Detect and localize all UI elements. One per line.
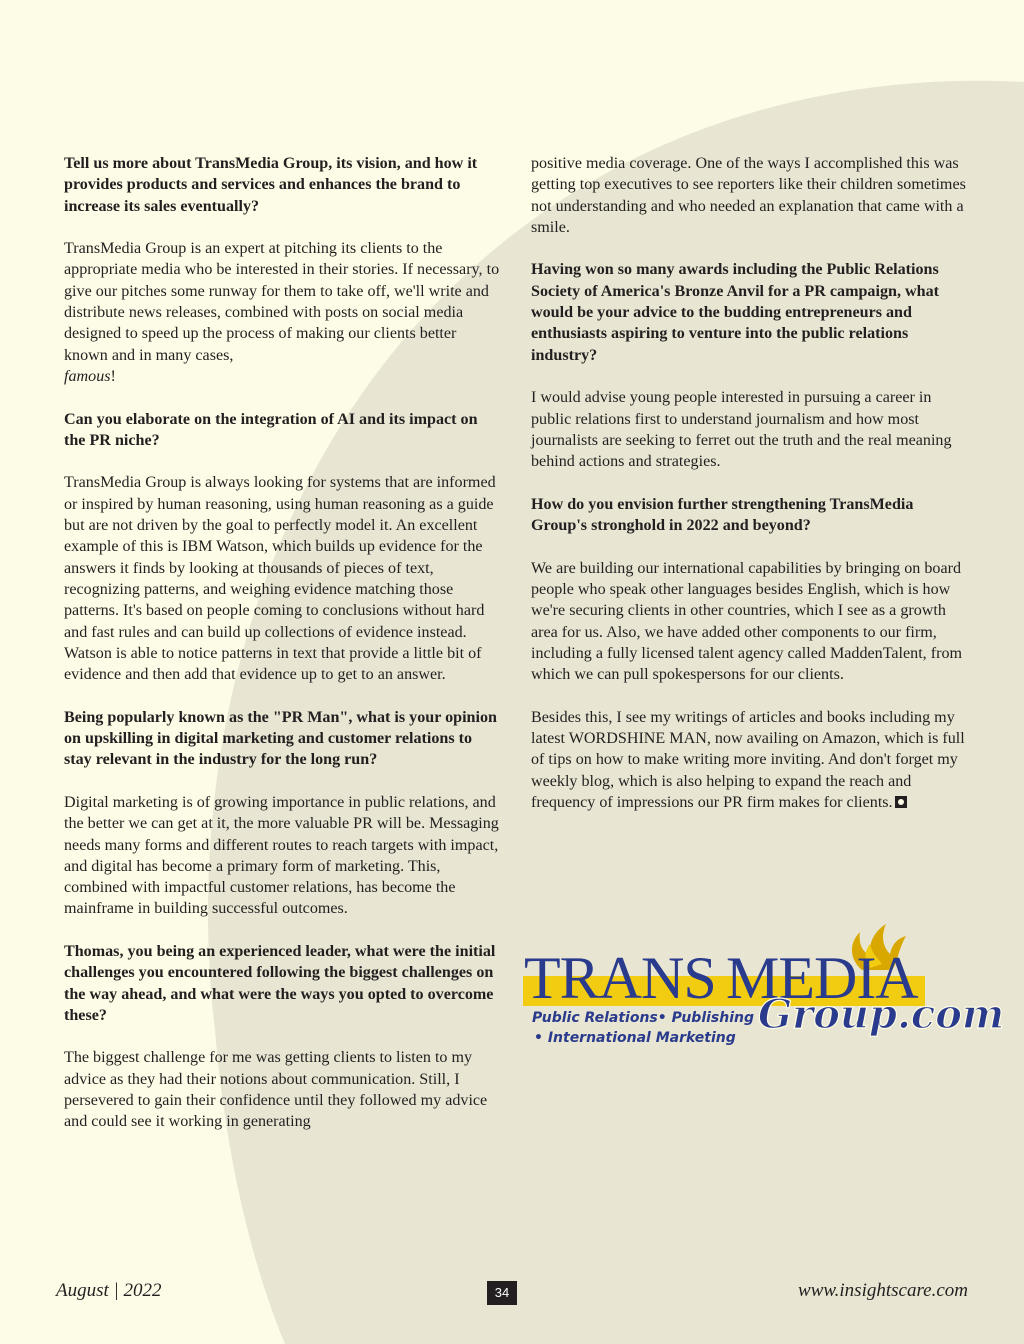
end-of-article-icon — [895, 796, 907, 808]
paragraph-text: The biggest challenge for me was getting clients to listen to my advice as they had their notions about communication. Still, I persevered to gain their confidence until they followed my advice and could see it working in generating — [64, 1049, 488, 1131]
article-right-column — [531, 153, 967, 835]
paragraph-text: I would advise young people interested in pursuing a career in public relations first to understand journalism and how most journalists are seeking to ferret out the truth and the real meaning behind actions and strategies. — [531, 389, 952, 471]
interview-answer — [531, 558, 967, 686]
emphasis-tail: ! — [110, 367, 116, 385]
interview-question — [64, 707, 500, 771]
paragraph-text: Digital marketing is of growing importance in public relations, and the better we can get at it, the more valuable PR will be. Messaging needs many forms and different routes to reach targets with impact, and digital has become a primary form of marketing. This, combined with impactful customer relations, has become the mainframe in building successful outcomes. — [64, 793, 499, 918]
interview-question — [64, 941, 500, 1026]
paragraph-text: Besides this, I see my writings of articles and books including my latest WORDSHINE MAN, now availing on Amazon, which is full of tips on how to make writing more inviting. And don't forget my weekly blog, which is also helping to expand the reach and frequency of impressions our PR firm makes for clients. — [531, 708, 965, 811]
emphasis-text: famous — [64, 367, 111, 385]
interview-answer — [64, 472, 500, 685]
interview-question — [531, 259, 967, 365]
page-number: 34 — [487, 1281, 517, 1305]
transmedia-group-logo — [520, 918, 1005, 1050]
interview-answer — [531, 153, 967, 238]
interview-answer — [531, 707, 967, 813]
interview-answer — [531, 387, 967, 472]
interview-question — [64, 409, 500, 452]
paragraph-text: Can you elaborate on the integration of AI and its impact on the PR niche? — [64, 410, 478, 449]
logo-word-group: Group.com — [758, 991, 1005, 1038]
footer-date: August | 2022 — [56, 1280, 162, 1301]
paragraph-text: Tell us more about TransMedia Group, its vision, and how it provides products and services and enhances the brand to increase its sales eventually? — [64, 155, 478, 215]
paragraph-text: Being popularly known as the "PR Man", what is your opinion on upskilling in digital marketing and customer relations to stay relevant in the industry for the long run? — [64, 708, 497, 769]
paragraph-text: We are building our international capabilities by bringing on board people who speak other languages besides English, which is how we're securing clients in other countries, which I see as a growth area for us. Also, we have added other components to our firm, including a fully licensed talent agency called MaddenTalent, from which we can pull spokespersons for our clients. — [531, 559, 963, 684]
paragraph-text: How do you envision further strengthening TransMedia Group's stronghold in 2022 and beyond? — [531, 495, 914, 535]
interview-question — [64, 153, 500, 217]
logo-word-trans: TRANS — [524, 945, 716, 1011]
paragraph-text: TransMedia Group is always looking for systems that are informed or inspired by human reasoning, using human reasoning as a guide but are not driven by the goal to perfectly model it. An excellent example of this is IBM Watson, which builds up evidence for the answers it finds by looking at thousands of pieces of text, recognizing patterns, and weighing evidence matching those patterns. It's based on people coming to conclusions without hard and fast rules and can build up collections of evidence instead. Watson is able to notice patterns in text that provide a little bit of evidence and then add that evidence up to get to an answer. — [64, 474, 496, 684]
interview-answer — [64, 1047, 500, 1132]
interview-answer — [64, 238, 500, 387]
paragraph-text: Thomas, you being an experienced leader, what were the initial challenges you encountered following the biggest challenges on the way ahead, and what were the ways you opted to overcome these? — [64, 942, 496, 1024]
logo-tagline-1: Public Relations• Publishing — [532, 1010, 755, 1026]
logo-tagline-2: • International Marketing — [534, 1030, 736, 1046]
interview-question — [531, 494, 967, 537]
footer-website: www.insightscare.com — [798, 1280, 968, 1301]
article-left-column — [64, 153, 500, 1154]
paragraph-text: positive media coverage. One of the ways I accomplished this was getting top executives to see reporters like their children sometimes not understanding and who needed an explanation that came with a smile. — [531, 155, 966, 236]
paragraph-text: TransMedia Group is an expert at pitching its clients to the appropriate media who be interested in their stories. If necessary, to give our pitches some runway for them to take off, we'll write and distribute news releases, combined with posts on social media designed to speed up the process of making our clients better known and in many cases, — [64, 240, 500, 364]
paragraph-text: Having won so many awards including the Public Relations Society of America's Bronze Anvil for a PR campaign, what would be your advice to the budding entrepreneurs and enthusiasts aspiring to venture into the public relations industry? — [531, 261, 939, 364]
interview-answer — [64, 792, 500, 920]
logo-word-media: MEDIA — [726, 945, 918, 1011]
